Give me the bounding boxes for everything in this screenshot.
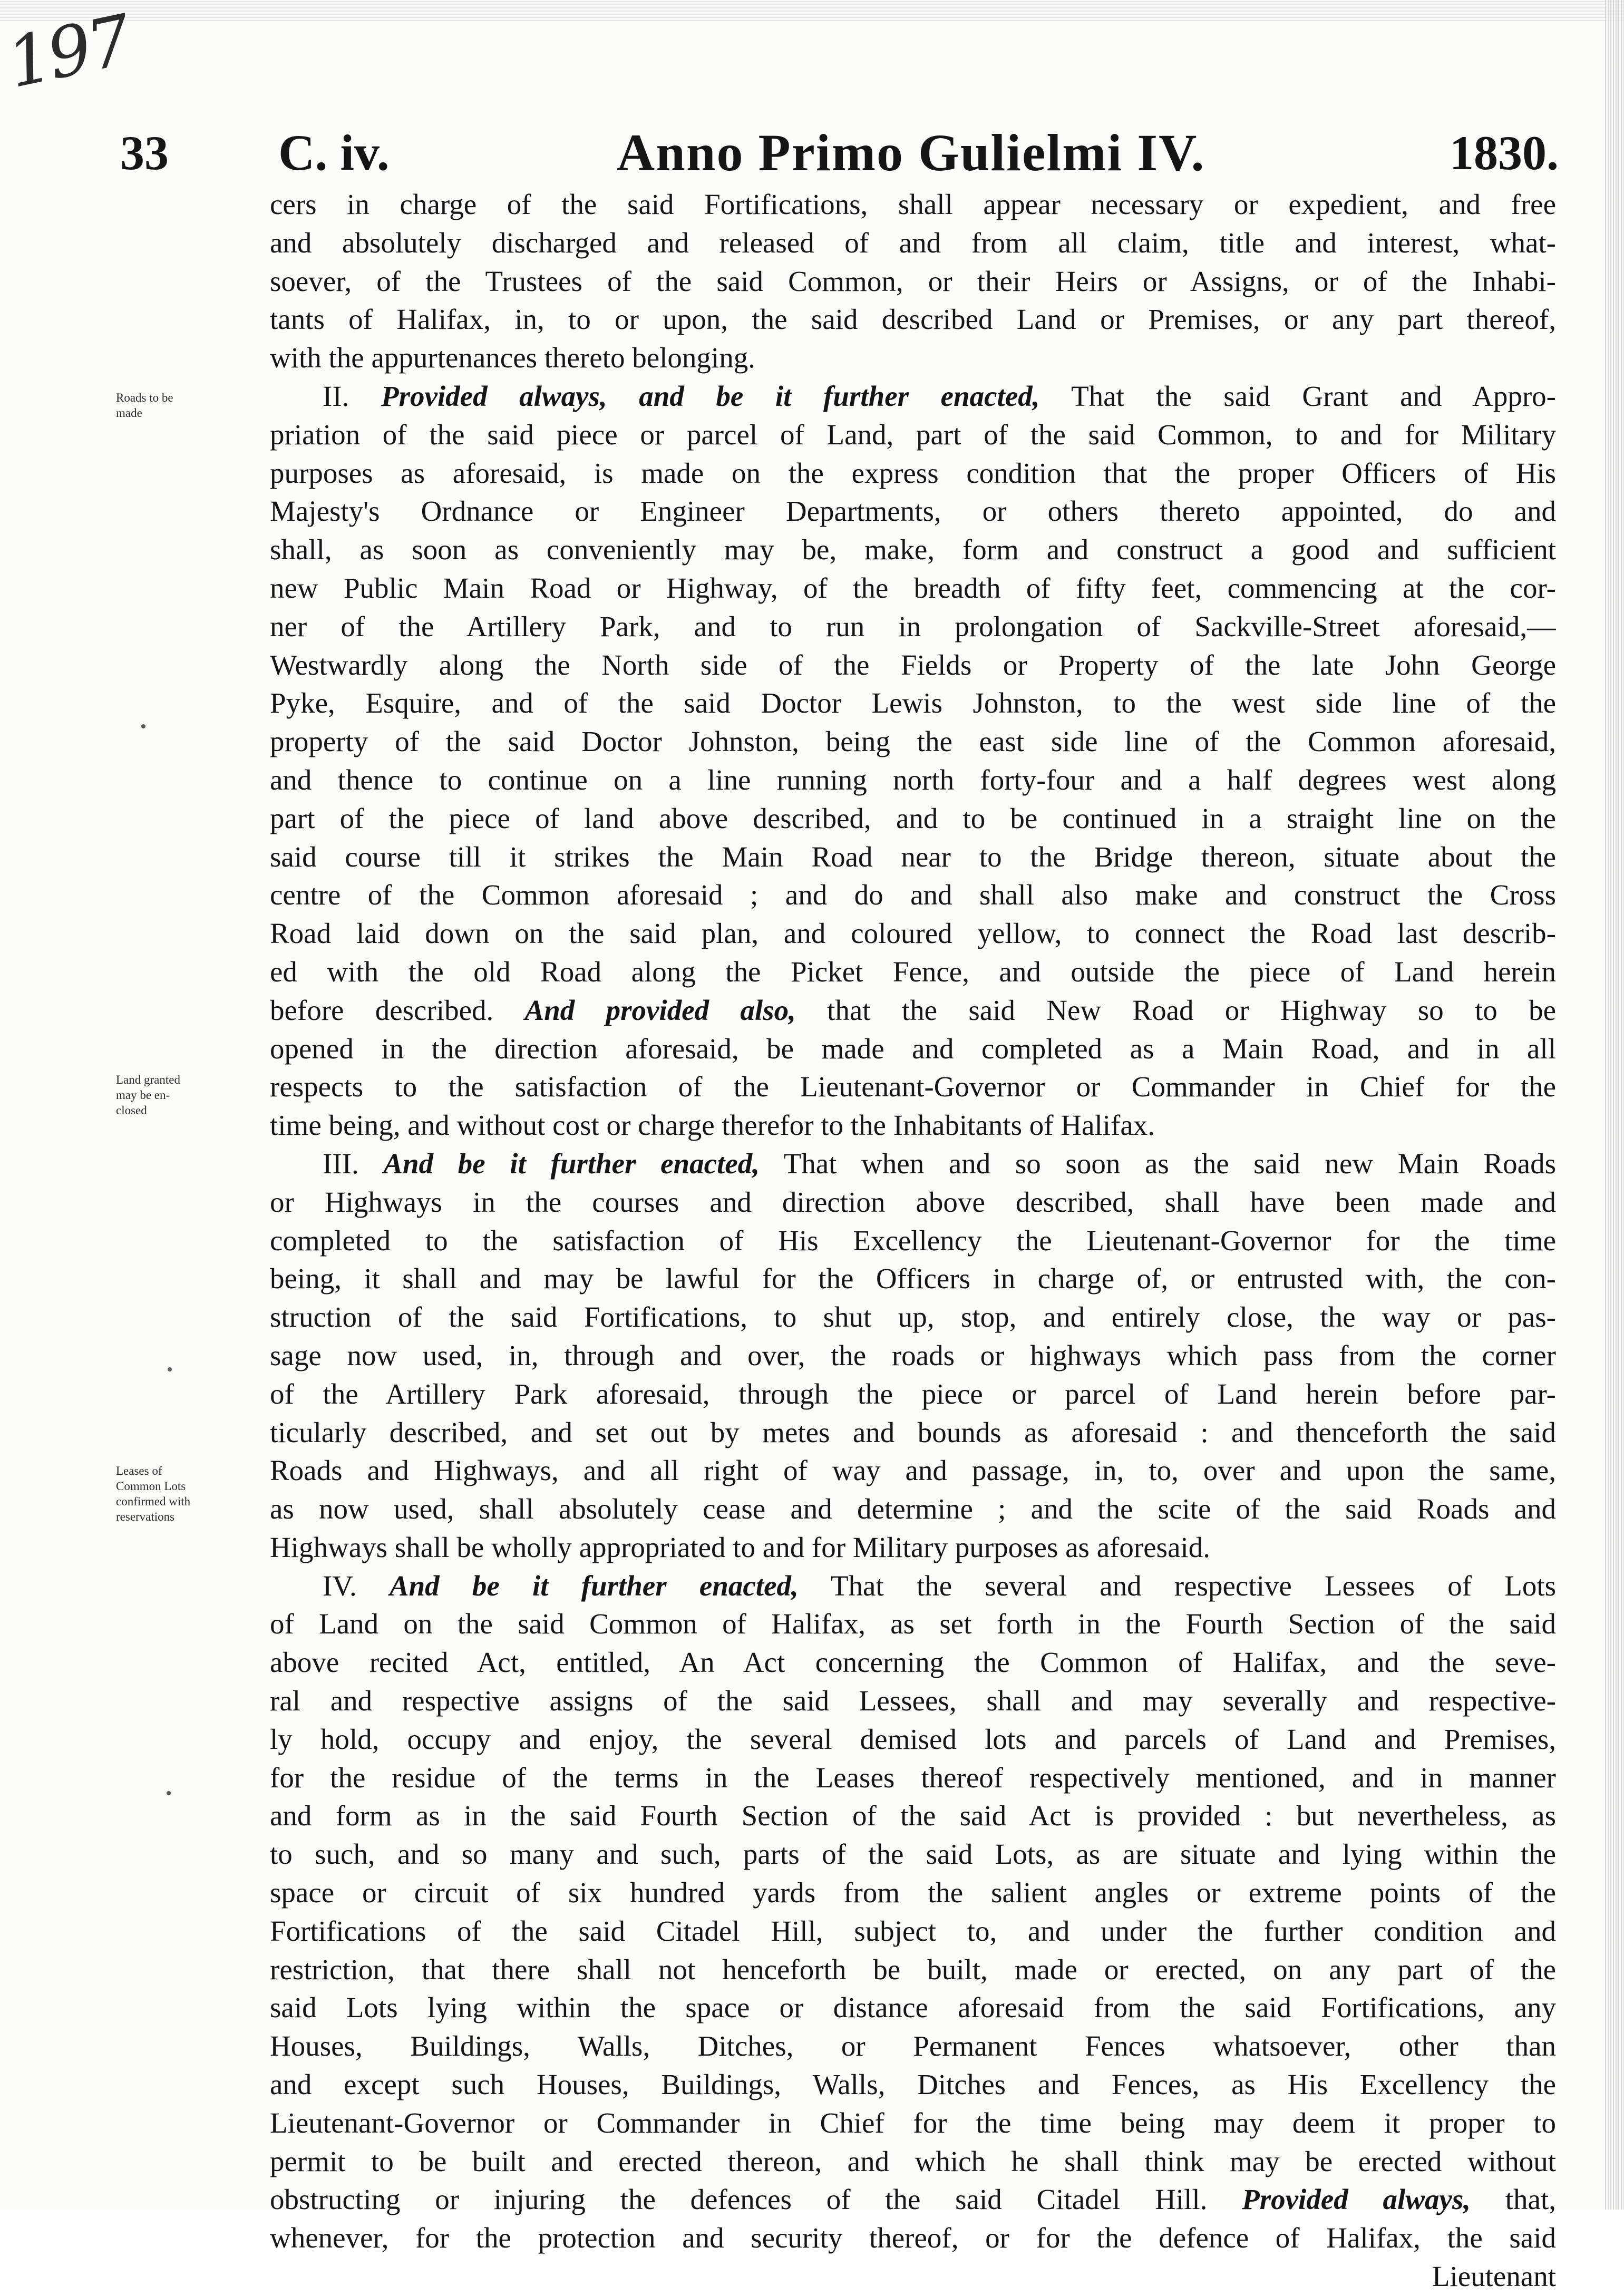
text-fragment: Pyke, Esquire, and of the said Doctor Lewis Johnston, to the west side line of the xyxy=(270,687,1556,719)
text-line xyxy=(270,1106,1556,1145)
text-line xyxy=(270,377,1556,416)
text-fragment: Roads and Highways, and all right of way and passage, in, to, over and upon the same, xyxy=(270,1454,1556,1487)
text-fragment: Highways shall be wholly appropriated to and for Military purposes as aforesaid. xyxy=(270,1531,1211,1563)
running-title: Anno Primo Gulielmi IV. xyxy=(617,123,1205,182)
text-line xyxy=(270,186,1556,224)
margin-note-line: Land granted xyxy=(116,1073,180,1086)
text-fragment: as now used, shall absolutely cease and determine ; and the scite of the said Roads and xyxy=(270,1493,1556,1525)
text-fragment: centre of the Common aforesaid ; and do and shall also make and construct the Cross xyxy=(270,879,1556,911)
text-line xyxy=(270,684,1556,723)
text-fragment: new Public Main Road or Highway, of the breadth of fifty feet, commencing at the cor- xyxy=(270,571,1556,604)
margin-note-line: Common Lots xyxy=(116,1480,186,1493)
text-fragment: above recited Act, entitled, An Act concerning the Common of Halifax, and the seve- xyxy=(270,1646,1556,1679)
text-line xyxy=(270,1643,1556,1682)
text-line xyxy=(270,800,1556,838)
text-fragment: that the said New Road or Highway so to be xyxy=(795,994,1556,1026)
text-line xyxy=(270,914,1556,953)
text-line xyxy=(270,2143,1556,2181)
text-line xyxy=(270,2181,1556,2219)
text-line xyxy=(270,339,1556,377)
text-fragment: being, it shall and may be lawful for the Officers in charge of, or entrusted with, the con- xyxy=(270,1262,1556,1295)
text-fragment: and absolutely discharged and released of and from all claim, title and interest, what- xyxy=(270,226,1556,259)
text-line xyxy=(270,2258,1556,2296)
enacting-phrase: And be it further enacted, xyxy=(383,1147,760,1180)
text-line xyxy=(270,1145,1556,1183)
text-fragment: or Highways in the courses and direction above described, shall have been made and xyxy=(270,1185,1556,1218)
text-line xyxy=(270,1529,1556,1567)
text-line xyxy=(270,454,1556,493)
margin-note-roads xyxy=(116,390,253,421)
text-fragment: to such, and so many and such, parts of the said Lots, as are situate and lying within the xyxy=(270,1838,1556,1871)
text-fragment: IV. xyxy=(323,1569,390,1602)
text-line xyxy=(270,1452,1556,1490)
text-fragment: before described. xyxy=(270,994,525,1026)
text-fragment: ed with the old Road along the Picket Fence, and outside the piece of Land herein xyxy=(270,955,1556,988)
text-fragment: struction of the said Fortifications, to shut up, stop, and entirely close, the way or pas- xyxy=(270,1301,1556,1334)
text-line xyxy=(270,1912,1556,1951)
text-line xyxy=(270,492,1556,531)
text-fragment: of Land on the said Common of Halifax, as set forth in the Fourth Section of the said xyxy=(270,1608,1556,1640)
text-fragment: permit to be built and erected thereon, and which he shall think may be erected without xyxy=(270,2145,1556,2177)
text-fragment: cers in charge of the said Fortifications, shall appear necessary or expedient, and free xyxy=(270,188,1556,220)
text-fragment: and thence to continue on a line running north forty-four and a half degrees west along xyxy=(270,763,1556,796)
text-line xyxy=(270,761,1556,800)
text-fragment: opened in the direction aforesaid, be made and completed as a Main Road, and in all xyxy=(270,1032,1556,1065)
text-fragment: property of the said Doctor Johnston, being the east side line of the Common aforesaid, xyxy=(270,725,1556,758)
chapter-label: C. iv. xyxy=(278,124,390,181)
text-fragment: soever, of the Trustees of the said Common, or their Heirs or Assigns, or of the Inhabi- xyxy=(270,265,1556,297)
statute-body-text xyxy=(270,186,1556,2296)
text-fragment: that, xyxy=(1471,2183,1556,2216)
text-line xyxy=(270,953,1556,991)
text-fragment: for the residue of the terms in the Leases thereof respectively mentioned, and in manner xyxy=(270,1761,1556,1794)
margin-note-line: may be en- xyxy=(116,1088,170,1102)
margin-note-line: Leases of xyxy=(116,1464,162,1477)
text-line xyxy=(270,416,1556,454)
text-line xyxy=(270,608,1556,646)
text-fragment: II. xyxy=(323,380,381,412)
text-fragment: restriction, that there shall not henceforth be built, made or erected, on any part of the xyxy=(270,1953,1556,1986)
text-fragment: That the said Grant and Appro- xyxy=(1039,380,1556,412)
running-header xyxy=(0,116,1624,190)
text-fragment: sage now used, in, through and over, the roads or highways which pass from the corner xyxy=(270,1339,1556,1371)
scan-speck xyxy=(168,1367,172,1371)
text-fragment: with the appurtenances thereto belonging. xyxy=(270,342,755,374)
enacting-phrase: And provided also, xyxy=(524,994,796,1026)
margin-note-line: Roads to be xyxy=(116,391,173,404)
text-line xyxy=(270,991,1556,1030)
text-fragment: Fortifications of the said Citadel Hill, subject to, and under the further condition and xyxy=(270,1914,1556,1947)
text-line xyxy=(270,1030,1556,1068)
text-line xyxy=(270,646,1556,685)
year-label: 1830. xyxy=(1450,126,1559,180)
margin-note-line: confirmed with xyxy=(116,1495,191,1508)
text-fragment: Majesty's Ordnance or Engineer Departments, or others thereto appointed, do and xyxy=(270,495,1556,528)
text-line xyxy=(270,1835,1556,1874)
margin-note-leases xyxy=(116,1463,253,1524)
text-line xyxy=(270,1183,1556,1222)
margin-note-line: closed xyxy=(116,1104,147,1117)
text-fragment: ticularly described, and set out by metes and bounds as aforesaid : and thenceforth the said xyxy=(270,1416,1556,1448)
text-fragment: obstructing or injuring the defences of the said Citadel Hill. xyxy=(270,2183,1242,2216)
text-fragment: time being, and without cost or charge therefor to the Inhabitants of Halifax. xyxy=(270,1109,1155,1142)
text-line xyxy=(270,2027,1556,2066)
text-fragment: That the several and respective Lessees of Lots xyxy=(798,1569,1556,1602)
scan-speck xyxy=(141,724,145,728)
text-fragment: completed to the satisfaction of His Excellency the Lieutenant-Governor for the time xyxy=(270,1224,1556,1257)
text-line xyxy=(270,1490,1556,1529)
text-fragment: of the Artillery Park aforesaid, through the piece or parcel of Land herein before par- xyxy=(270,1377,1556,1410)
enacting-phrase: Provided always, and be it further enacted, xyxy=(381,380,1040,412)
text-fragment: Lieutenant-Governor or Commander in Chief for the time being may deem it proper to xyxy=(270,2106,1556,2139)
text-line xyxy=(270,300,1556,339)
text-line xyxy=(270,1414,1556,1452)
text-line xyxy=(270,1567,1556,1606)
text-fragment: ly hold, occupy and enjoy, the several demised lots and parcels of Land and Premises, xyxy=(270,1723,1556,1755)
text-line xyxy=(270,1759,1556,1797)
text-fragment: ral and respective assigns of the said Lessees, shall and may severally and respective- xyxy=(270,1685,1556,1717)
text-line xyxy=(270,569,1556,608)
text-line xyxy=(270,2066,1556,2104)
text-fragment: and except such Houses, Buildings, Walls, Ditches and Fences, as His Excellency the xyxy=(270,2068,1556,2101)
text-line xyxy=(270,1951,1556,1989)
text-line xyxy=(270,1222,1556,1260)
text-fragment: said course till it strikes the Main Road near to the Bridge thereon, situate about the xyxy=(270,840,1556,873)
enacting-phrase: And be it further enacted, xyxy=(389,1569,799,1602)
text-fragment: purposes as aforesaid, is made on the express condition that the proper Officers of His xyxy=(270,456,1556,489)
margin-note-line: made xyxy=(116,406,142,420)
text-line xyxy=(270,1375,1556,1414)
scan-edge-right xyxy=(1605,0,1624,2210)
text-line xyxy=(270,224,1556,262)
text-line xyxy=(270,1298,1556,1337)
text-fragment: That when and so soon as the said new Main Roads xyxy=(760,1147,1556,1180)
scan-edge-top xyxy=(0,0,1624,21)
text-fragment: tants of Halifax, in, to or upon, the said described Land or Premises, or any part thereof, xyxy=(270,303,1556,336)
margin-note-line: reservations xyxy=(116,1510,175,1523)
text-fragment: Road laid down on the said plan, and coloured yellow, to connect the Road last describ- xyxy=(270,917,1556,950)
text-line xyxy=(270,1605,1556,1643)
text-line xyxy=(270,723,1556,761)
text-fragment: Houses, Buildings, Walls, Ditches, or Permanent Fences whatsoever, other than xyxy=(270,2030,1556,2062)
scan-speck xyxy=(167,1791,171,1795)
text-line xyxy=(270,1682,1556,1720)
text-line xyxy=(270,1068,1556,1106)
text-fragment: shall, as soon as conveniently may be, make, form and construct a good and sufficient xyxy=(270,533,1556,566)
text-line xyxy=(270,1260,1556,1298)
text-line xyxy=(270,1337,1556,1375)
text-line xyxy=(270,1720,1556,1759)
text-line xyxy=(270,1989,1556,2027)
text-fragment: III. xyxy=(323,1147,384,1180)
text-line xyxy=(270,1797,1556,1835)
text-fragment: said Lots lying within the space or distance aforesaid from the said Fortifications, any xyxy=(270,1991,1556,2024)
handwritten-folio-mark: 197 xyxy=(0,0,136,104)
margin-note-land xyxy=(116,1072,253,1118)
text-line xyxy=(270,2104,1556,2143)
enacting-phrase: Provided always, xyxy=(1242,2183,1471,2216)
text-line xyxy=(270,262,1556,301)
text-fragment: priation of the said piece or parcel of Land, part of the said Common, to and for Military xyxy=(270,418,1556,451)
text-fragment: and form as in the said Fourth Section of the said Act is provided : but nevertheless, as xyxy=(270,1799,1556,1832)
text-fragment: space or circuit of six hundred yards from the salient angles or extreme points of the xyxy=(270,1876,1556,1909)
text-line xyxy=(270,531,1556,569)
page-number: 33 xyxy=(120,126,169,180)
text-fragment: respects to the satisfaction of the Lieutenant-Governor or Commander in Chief for the xyxy=(270,1071,1556,1103)
text-fragment: Westwardly along the North side of the Fields or Property of the late John George xyxy=(270,648,1556,681)
text-fragment: ner of the Artillery Park, and to run in prolongation of Sackville-Street aforesaid,— xyxy=(270,610,1556,643)
text-fragment: Lieutenant xyxy=(1432,2260,1556,2293)
text-line xyxy=(270,2219,1556,2258)
text-fragment: part of the piece of land above described, and to be continued in a straight line on the xyxy=(270,802,1556,834)
text-line xyxy=(270,1874,1556,1912)
text-fragment: whenever, for the protection and security thereof, or for the defence of Halifax, the said xyxy=(270,2222,1556,2254)
text-line xyxy=(270,838,1556,877)
text-line xyxy=(270,876,1556,914)
